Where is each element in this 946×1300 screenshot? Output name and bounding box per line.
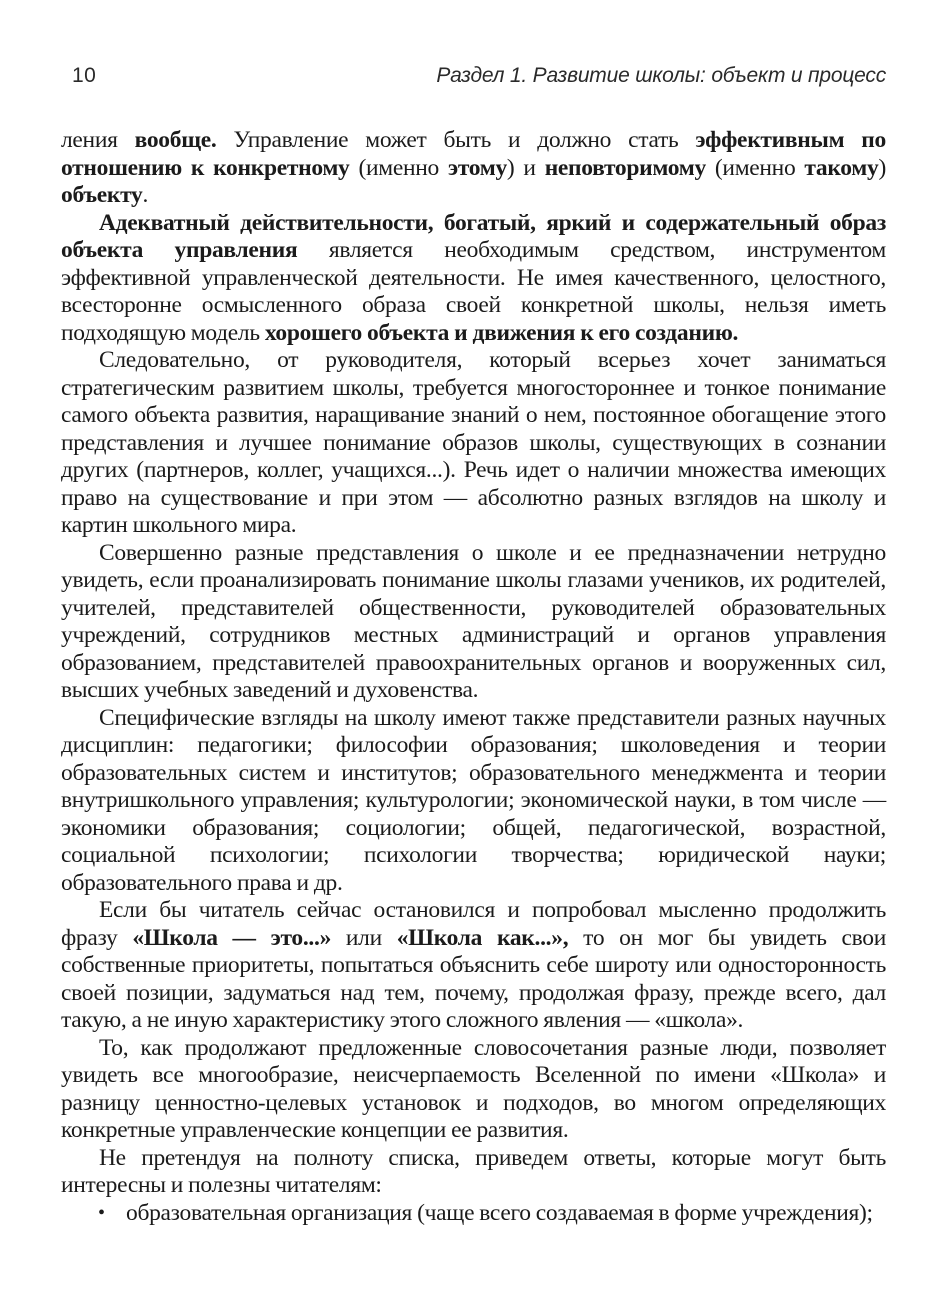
list-item	[61, 1200, 886, 1228]
text-segment: этому	[447, 154, 507, 181]
paragraph-8	[61, 1145, 886, 1200]
text-segment: Управление может быть и должно стать	[216, 127, 696, 153]
paragraph-3	[61, 347, 886, 540]
list-item-text: образовательная организация (чаще всего создаваемая в форме учреждения);	[126, 1199, 873, 1226]
text-segment: Совершенно разные представления о школе и ее предназначении нетрудно увидеть, если проанализировать понимание школы глазами учеников, их родителей, учителей, представителей общественности, руководителей образовательных учреждений, сотрудников местных администраций и органов управления образованием, представителей правоохранительных органов и вооруженных сил, высших учебных заведений и духовенства.	[61, 539, 886, 703]
body-text	[61, 127, 886, 1227]
text-segment: хорошего объекта и движения к его созданию.	[264, 319, 739, 346]
text-segment: вообще.	[134, 127, 217, 153]
text-segment: объекту	[61, 182, 143, 208]
text-segment: или	[331, 924, 397, 951]
text-segment: Адекватный действительности, богатый, яркий и содержательный образ объекта управления	[61, 209, 886, 263]
text-segment: )	[878, 154, 886, 181]
text-segment: Не претендуя на полноту списка, приведем ответы, которые могут быть интересны и полезны читателям:	[61, 1144, 886, 1198]
text-segment: Следовательно, от руководителя, который всерьез хочет заниматься стратегическим развитием школы, требуется многостороннее и тонкое понимание самого объекта развития, наращивание знаний о нем, постоянное обогащение этого представления и лучшее понимание образов школы, существующих в сознании других (партнеров, коллег, учащихся...). Речь идет о наличии множества имеющих право на существование и при этом — абсолютно разных взглядов на школу и картин школьного мира.	[61, 347, 886, 538]
text-segment: Специфические взгляды на школу имеют также представители разных научных дисциплин: педагогики; философии образования; школоведения и теории образовательных систем и институтов; образовательного менеджмента и теории внутришкольного управления; культурологии; экономической науки, в том числе — экономики образования; социологии; общей, педагогической, возрастной, социальной психологии; психологии творчества; юридической науки; образовательного права и др.	[61, 704, 886, 896]
paragraph-5	[61, 705, 886, 898]
paragraph-6	[61, 897, 886, 1035]
running-header: Раздел 1. Развитие школы: объект и процесс	[436, 64, 886, 87]
text-segment: такому	[804, 154, 879, 181]
text-segment: «Школа — это...»	[132, 924, 332, 951]
bullet-icon: •	[98, 1201, 105, 1224]
text-segment: «Школа как...»,	[396, 924, 569, 951]
text-segment: (именно	[705, 154, 805, 181]
text-segment: ления	[61, 127, 135, 153]
text-segment: .	[142, 182, 149, 208]
text-segment: То, как продолжают предложенные словосочетания разные люди, позволяет увидеть все многообразие, неисчерпаемость Вселенной по имени «Школа» и разницу ценностно-целевых установок и подходов, во многом определяющих конкретные управленческие концепции ее развития.	[61, 1034, 886, 1143]
paragraph-7	[61, 1035, 886, 1145]
text-segment: ) и	[506, 154, 545, 181]
text-segment: является необходимым средством, инструментом эффективной управленческой деятельности. Не имея качественного, целостного, всесторонне осмысленного образа своей конкретной школы, нельзя иметь подходящую модель	[61, 237, 886, 346]
text-segment: (именно	[349, 154, 448, 181]
page-header	[61, 64, 886, 88]
text-segment: эффективным по отношению к конкретному	[61, 127, 886, 181]
paragraph-4	[61, 540, 886, 705]
text-segment: то он мог бы увидеть свои собственные приоритеты, попытаться объяснить себе широту или односторонность своей позиции, задуматься над тем, почему, продолжая фразу, прежде всего, дал такую, а не иную характеристику этого сложного явления — «школа».	[61, 924, 887, 1033]
text-segment: неповторимому	[544, 154, 706, 181]
page-number: 10	[72, 64, 97, 87]
paragraph-2	[61, 210, 886, 348]
paragraph-1	[61, 127, 886, 210]
text-segment: Если бы читатель сейчас остановился и попробовал мысленно продолжить фразу	[61, 897, 886, 951]
